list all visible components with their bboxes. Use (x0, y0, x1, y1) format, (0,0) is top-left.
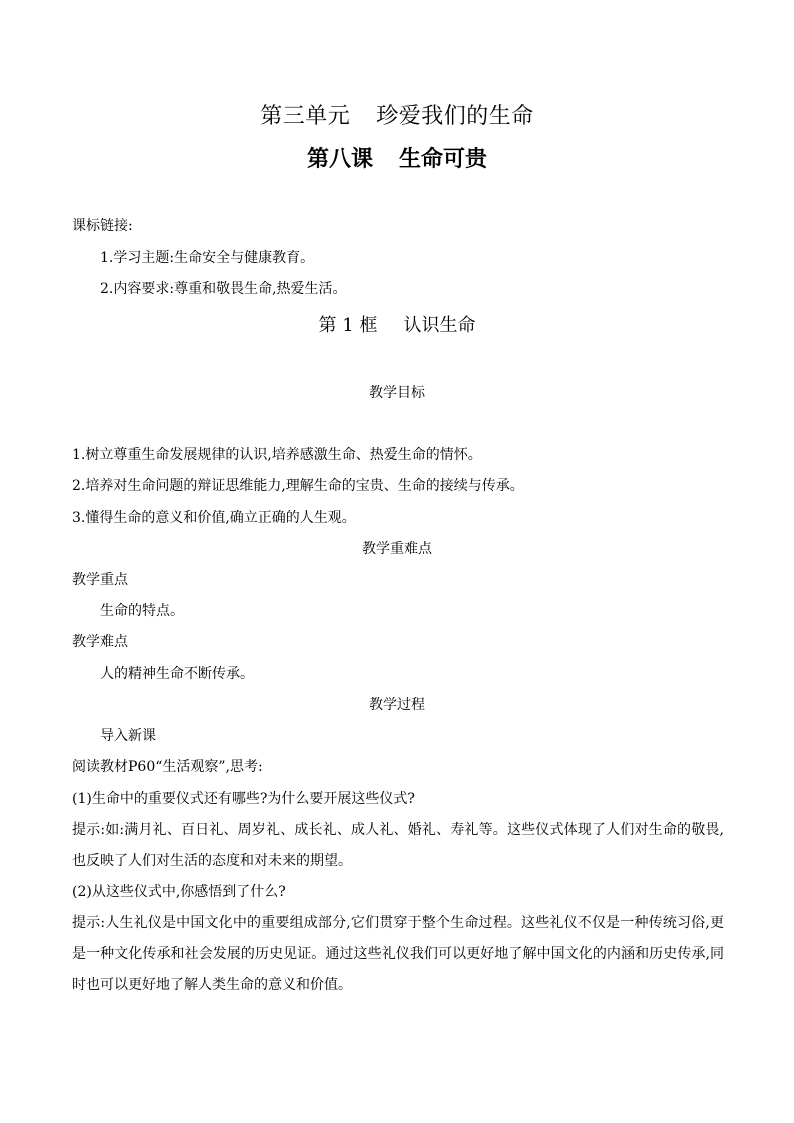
unit-name: 珍爱我们的生命 (376, 104, 534, 129)
lesson-name: 生命可贵 (399, 147, 488, 172)
unit-title (0, 102, 794, 132)
answer-2: 提示:人生礼仪是中国文化中的重要组成部分,它们贯穿于整个生命过程。这些礼仪不仅是一种传统习俗,更是一种文化传承和社会发展的历史见证。通过这些礼仪我们可以更好地了解中国文化的内涵和历史传承,同时也可以更好地了解人类生命的意义和价值。 (72, 915, 724, 993)
objectives-heading: 教学目标 (369, 385, 425, 401)
objective-item: 3.懂得生命的意义和价值,确立正确的人生观。 (72, 510, 356, 526)
curriculum-item: 1.学习主题:生命安全与健康教育。 (100, 250, 315, 266)
answer-1: 提示:如:满月礼、百日礼、周岁礼、成长礼、成人礼、婚礼、寿礼等。这些仪式体现了人们对生命的敬畏,也反映了人们对生活的态度和对未来的期望。 (72, 822, 724, 869)
frame-number: 第 1 框 (318, 315, 378, 336)
lesson-number: 第八课 (306, 147, 373, 172)
frame-name: 认识生命 (403, 315, 476, 336)
reading-prompt: 阅读教材P60“生活观察”,思考: (72, 759, 263, 775)
key-points-heading: 教学重难点 (362, 541, 432, 557)
curriculum-link-heading: 课标链接: (72, 218, 133, 234)
lesson-title (0, 145, 794, 175)
intro-label: 导入新课 (100, 728, 156, 744)
difficulty-text: 人的精神生命不断传承。 (100, 666, 254, 682)
difficulty-label: 教学难点 (72, 634, 128, 650)
objective-item: 2.培养对生命问题的辩证思维能力,理解生命的宝贵、生命的接续与传承。 (72, 478, 524, 494)
question-1: (1)生命中的重要仪式还有哪些?为什么要开展这些仪式? (72, 791, 415, 807)
process-heading: 教学过程 (369, 697, 425, 713)
focus-text: 生命的特点。 (100, 603, 184, 619)
objective-item: 1.树立尊重生命发展规律的认识,培养感激生命、热爱生命的情怀。 (72, 447, 482, 463)
unit-number: 第三单元 (260, 104, 351, 129)
focus-label: 教学重点 (72, 572, 128, 588)
curriculum-item: 2.内容要求:尊重和敬畏生命,热爱生活。 (100, 281, 347, 297)
question-2: (2)从这些仪式中,你感悟到了什么? (72, 884, 286, 900)
frame-title (0, 313, 794, 339)
